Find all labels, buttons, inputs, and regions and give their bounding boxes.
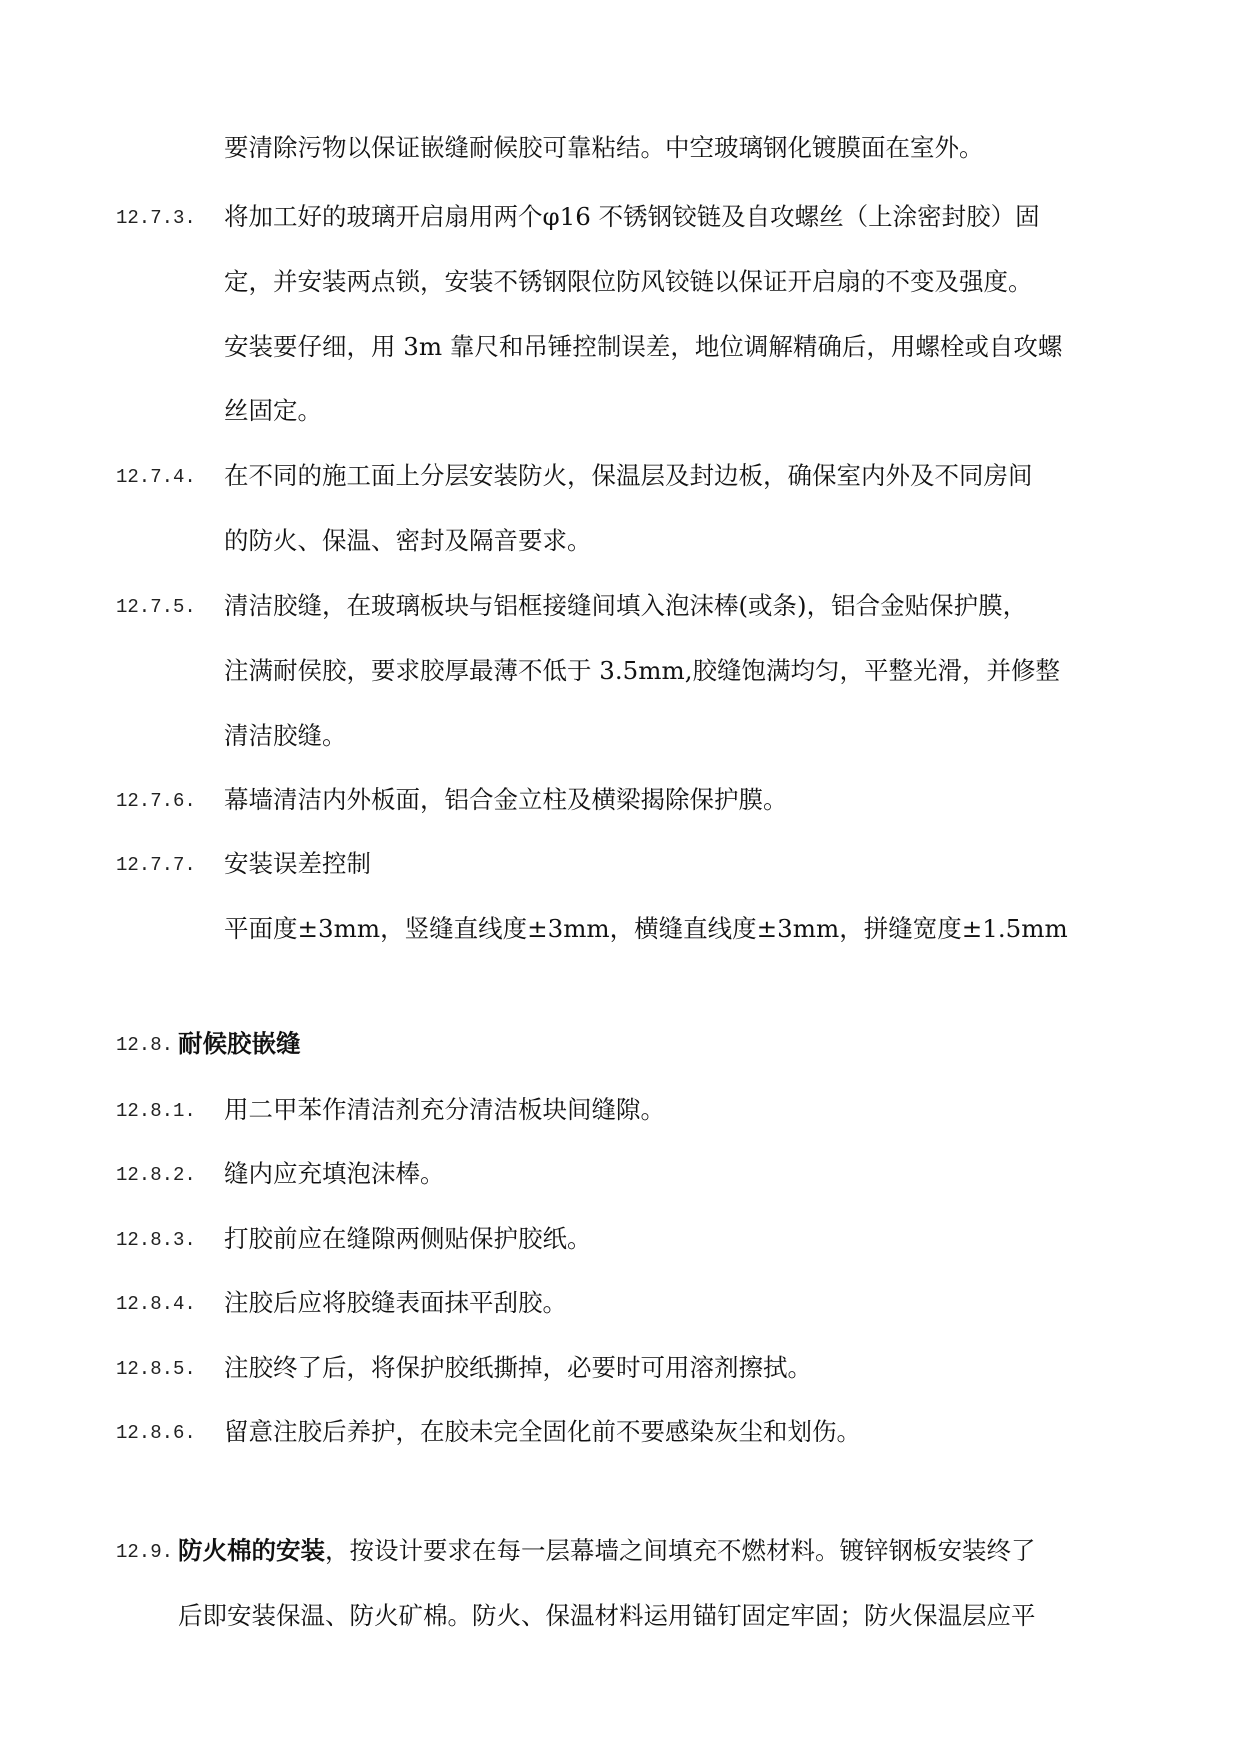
paragraph-line: 清洁胶缝，在玻璃板块与铝框接缝间填入泡沫棒(或条)，铝合金贴保护膜，	[224, 591, 1028, 620]
section-heading: 防火棉的安装	[178, 1536, 325, 1565]
item-number: 12.8.3.	[116, 1229, 196, 1251]
paragraph-line: 平面度±3mm，竖缝直线度±3mm，横缝直线度±3mm，拼缝宽度±1.5mm	[224, 914, 1068, 943]
item-number: 12.8.4.	[116, 1293, 196, 1315]
item-number: 12.7.4.	[116, 466, 196, 488]
paragraph-line: 定，并安装两点锁，安装不锈钢限位防风铰链以保证开启扇的不变及强度。	[224, 267, 1033, 296]
paragraph-text: ，按设计要求在每一层幕墙之间填充不燃材料。镀锌钢板安装终了	[325, 1536, 1036, 1565]
paragraph-line	[178, 1536, 1036, 1565]
paragraph-line: 注胶后应将胶缝表面抹平刮胶。	[224, 1288, 567, 1317]
item-number: 12.8.5.	[116, 1358, 196, 1380]
paragraph-line: 清洁胶缝。	[224, 721, 347, 750]
item-number: 12.8.2.	[116, 1164, 196, 1186]
paragraph-line: 在不同的施工面上分层安装防火，保温层及封边板，确保室内外及不同房间	[224, 461, 1033, 490]
paragraph-line: 打胶前应在缝隙两侧贴保护胶纸。	[224, 1224, 592, 1253]
item-number: 12.8.1.	[116, 1100, 196, 1122]
item-number: 12.7.7.	[116, 854, 196, 876]
paragraph-line: 注胶终了后，将保护胶纸撕掉，必要时可用溶剂擦拭。	[224, 1353, 812, 1382]
paragraph-line: 后即安装保温、防火矿棉。防火、保温材料运用锚钉固定牢固；防火保温层应平	[178, 1601, 1036, 1630]
paragraph-line: 缝内应充填泡沫棒。	[224, 1159, 445, 1188]
paragraph-line: 丝固定。	[224, 396, 322, 425]
section-heading: 耐候胶嵌缝	[178, 1029, 301, 1058]
item-number: 12.8.6.	[116, 1422, 196, 1444]
paragraph-line: 留意注胶后养护，在胶未完全固化前不要感染灰尘和划伤。	[224, 1417, 861, 1446]
section-number: 12.9.	[116, 1541, 174, 1563]
paragraph-line: 用二甲苯作清洁剂充分清洁板块间缝隙。	[224, 1095, 665, 1124]
paragraph-line: 的防火、保温、密封及隔音要求。	[224, 526, 592, 555]
paragraph-line: 幕墙清洁内外板面，铝合金立柱及横梁揭除保护膜。	[224, 785, 788, 814]
paragraph-line: 安装要仔细，用 3m 靠尺和吊锤控制误差，地位调解精确后，用螺栓或自攻螺	[224, 332, 1063, 361]
paragraph-line: 要清除污物以保证嵌缝耐候胶可靠粘结。中空玻璃钢化镀膜面在室外。	[224, 133, 984, 162]
item-number: 12.7.5.	[116, 596, 196, 618]
paragraph-line: 安装误差控制	[224, 849, 371, 878]
item-number: 12.7.3.	[116, 207, 196, 229]
paragraph-line: 将加工好的玻璃开启扇用两个φ16 不锈钢铰链及自攻螺丝（上涂密封胶）固	[224, 202, 1040, 231]
paragraph-line: 注满耐侯胶，要求胶厚最薄不低于 3.5mm,胶缝饱满均匀，平整光滑，并修整	[224, 656, 1060, 685]
item-number: 12.7.6.	[116, 790, 196, 812]
section-number: 12.8.	[116, 1034, 174, 1056]
